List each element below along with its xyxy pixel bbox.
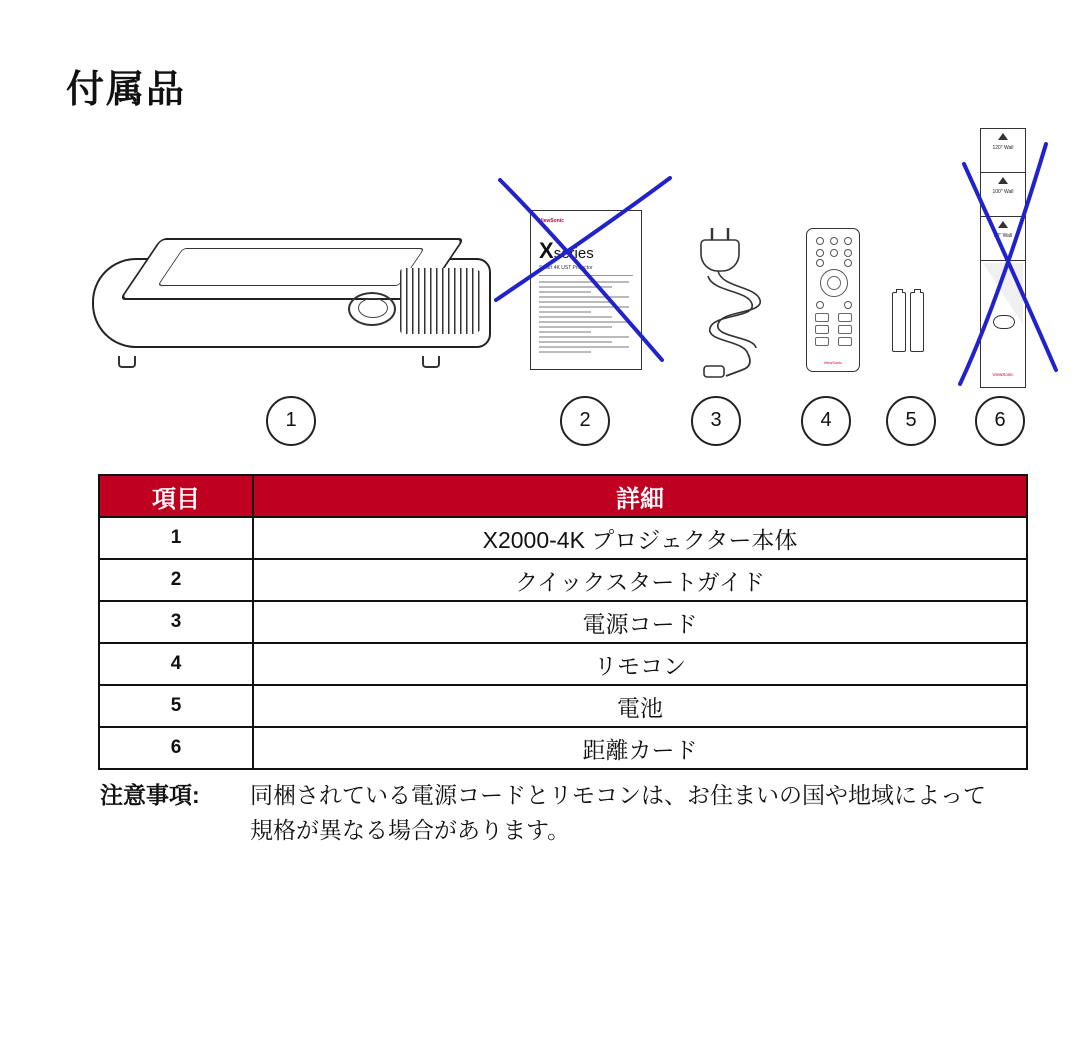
badge-6: 6 xyxy=(975,396,1025,446)
cell-item-number: 2 xyxy=(99,559,253,601)
cell-item-detail: クイックスタートガイド xyxy=(253,559,1027,601)
remote-control-illustration xyxy=(806,228,860,372)
cell-item-number: 1 xyxy=(99,517,253,559)
projector-top-inner-panel xyxy=(157,248,425,286)
note-block xyxy=(100,778,1000,847)
column-header-item: 項目 xyxy=(99,475,253,517)
distance-card-segment xyxy=(981,129,1025,173)
remote-brand-label: ViewSonic xyxy=(823,360,843,365)
battery-right xyxy=(910,292,924,352)
guide-title-series: series xyxy=(553,244,594,262)
cell-item-detail: 電源コード xyxy=(253,601,1027,643)
page-title: 付属品 xyxy=(66,69,187,111)
badge-1: 1 xyxy=(266,396,316,446)
table-row xyxy=(99,685,1027,727)
badge-5: 5 xyxy=(886,396,936,446)
projector-lens-inner-icon xyxy=(358,298,388,318)
distance-card-segment xyxy=(981,217,1025,261)
table-header-row xyxy=(99,475,1027,517)
note-label: 注意事項: xyxy=(100,782,200,808)
projector-foot-right xyxy=(422,356,440,368)
cell-item-detail: X2000-4K プロジェクター本体 xyxy=(253,517,1027,559)
distance-card-brand-label: ViewSonic xyxy=(992,372,1014,377)
accessories-table xyxy=(98,474,1028,770)
item-number-badges xyxy=(0,396,1080,456)
projector-foot-left xyxy=(118,356,136,368)
cell-item-detail: リモコン xyxy=(253,643,1027,685)
distance-card-segment-label: 120" Wall xyxy=(992,145,1014,151)
quick-start-guide-illustration xyxy=(530,210,642,370)
projector-eye-icon xyxy=(993,315,1015,329)
distance-card-segment-label: 100" Wall xyxy=(992,189,1014,195)
note-text: 同梱されている電源コードとリモコンは、お住まいの国や地域によって規格が異なる場合があります。 xyxy=(250,782,986,843)
column-header-detail: 詳細 xyxy=(253,475,1027,517)
guide-body-lines xyxy=(539,281,633,353)
batteries-illustration xyxy=(890,292,928,354)
cell-item-number: 3 xyxy=(99,601,253,643)
distance-card-segment-label: 80" Wall xyxy=(993,233,1013,239)
guide-title-x: X xyxy=(539,237,554,263)
cell-item-detail: 電池 xyxy=(253,685,1027,727)
distance-card-segment xyxy=(981,173,1025,217)
power-cord-illustration xyxy=(678,214,788,379)
badge-4: 4 xyxy=(801,396,851,446)
distance-card-footer xyxy=(981,261,1025,381)
cell-item-number: 6 xyxy=(99,727,253,769)
badge-3: 3 xyxy=(691,396,741,446)
badge-2: 2 xyxy=(560,396,610,446)
table-row xyxy=(99,517,1027,559)
cell-item-number: 4 xyxy=(99,643,253,685)
guide-subtitle: Smart 4K UST Projector xyxy=(539,264,633,277)
table-row xyxy=(99,601,1027,643)
table-row xyxy=(99,727,1027,769)
distance-card-illustration xyxy=(980,128,1026,388)
battery-left xyxy=(892,292,906,352)
cell-item-detail: 距離カード xyxy=(253,727,1027,769)
projector-illustration xyxy=(92,230,492,360)
cell-item-number: 5 xyxy=(99,685,253,727)
guide-title xyxy=(539,237,633,263)
projector-vent-grill xyxy=(400,268,482,334)
guide-brand-label: ViewSonic xyxy=(539,218,564,224)
table-row xyxy=(99,559,1027,601)
table-row xyxy=(99,643,1027,685)
